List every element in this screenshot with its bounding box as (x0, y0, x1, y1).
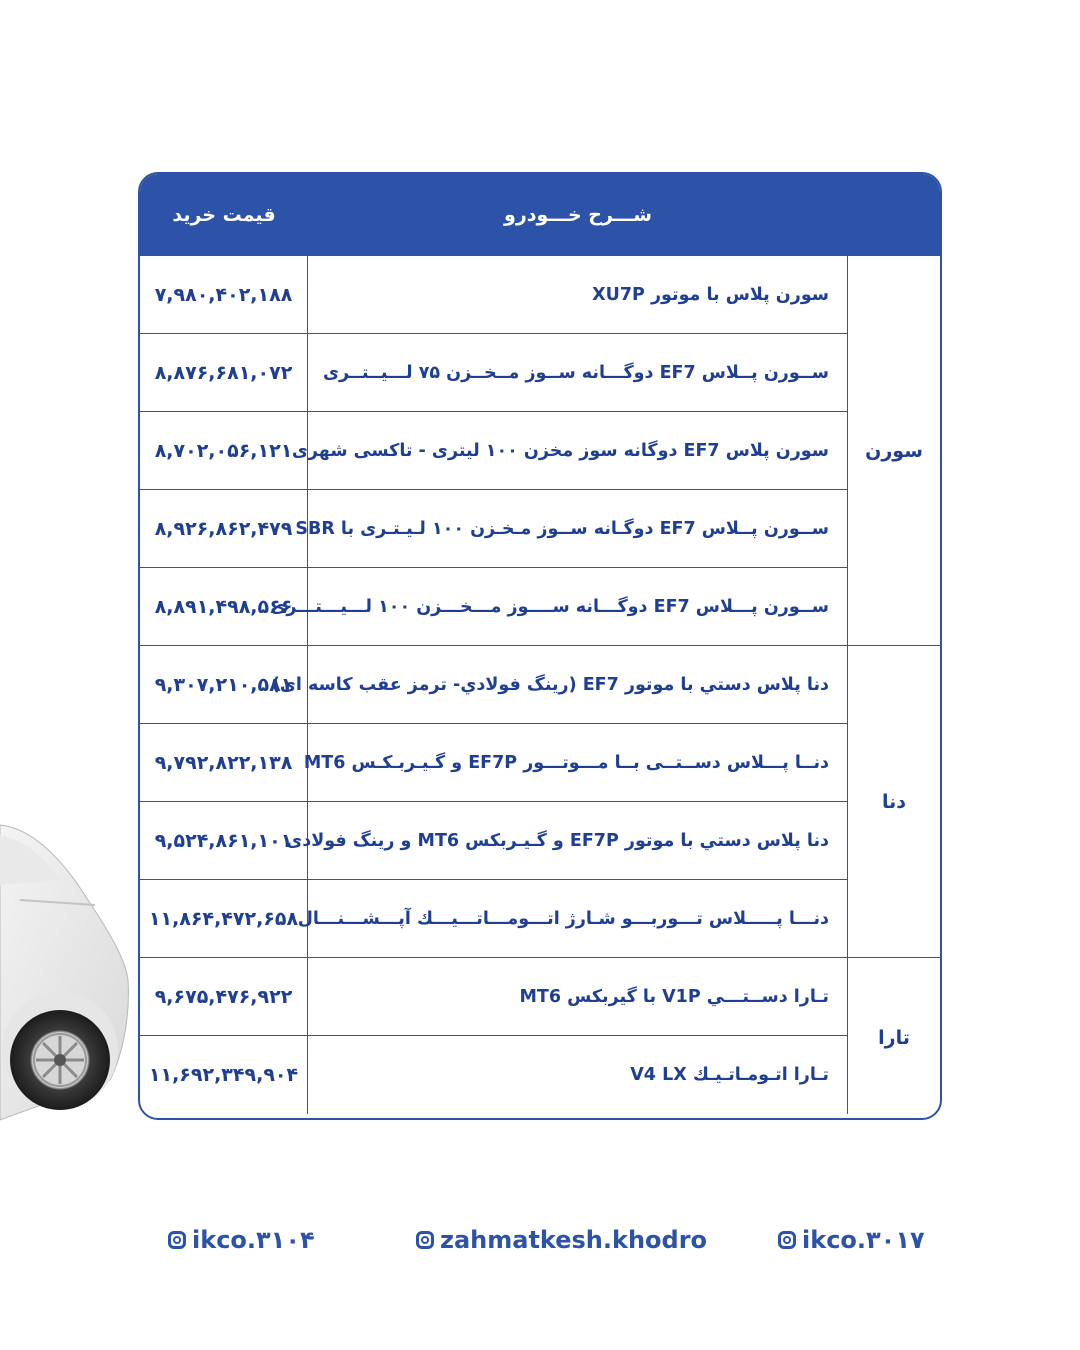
instagram-icon (416, 1231, 434, 1249)
table-row (140, 646, 848, 724)
table-row (140, 334, 848, 412)
description-cell: تـارا دســتـــي V1P با گیربکس MT6 (308, 958, 848, 1035)
header-description: شـــرح خـــودرو (504, 204, 652, 226)
price-cell: ۱۱,۸۶۴,۴۷۲,۶۵۸ (140, 880, 308, 957)
price-cell: ۷,۹۸۰,۴۰۲,۱۸۸ (140, 256, 308, 333)
price-cell: ۹,۶۷۵,۴۷۶,۹۲۲ (140, 958, 308, 1035)
price-cell: ۸,۸۷۶,۶۸۱,۰۷۲ (140, 334, 308, 411)
table-row (140, 880, 848, 958)
table-row (140, 1036, 848, 1114)
table-row (140, 958, 848, 1036)
table-row (140, 802, 848, 880)
price-table (138, 172, 942, 1120)
price-cell: ۹,۳۰۷,۲۱۰,۵۸۱ (140, 646, 308, 723)
description-cell: دنا پلاس دستي با موتور EF7P و گـیـربکس MT6 و رينگ فولادی (308, 802, 848, 879)
price-cell: ۸,۷۰۲,۰۵۶,۱۲۱ (140, 412, 308, 489)
table-row (140, 568, 848, 646)
price-cell: ۸,۸۹۱,۴۹۸,۵۶۶ (140, 568, 308, 645)
description-cell: ســورن پــلاس EF7 دوگـــانه ســوز مــخــزن ۷۵ لـــیــتــری (308, 334, 848, 411)
description-cell: دنا پلاس دستي با موتور EF7 (رينگ فولادي- ترمز عقب كاسه ای) (308, 646, 848, 723)
instagram-icon (168, 1231, 186, 1249)
price-cell: ۱۱,۶۹۲,۳۴۹,۹۰۴ (140, 1036, 308, 1114)
group-cell: دنا (848, 646, 940, 958)
description-cell: ســورن پـــلاس EF7 دوگـــانه ســــوز مـــخـــزن ۱۰۰ لـــیـــتـــری (308, 568, 848, 645)
description-cell: دنـــا پـــــلاس تـــوربـــو شـارژ اتـــومـــاتـــیـــك آپـــشـــنـــال (308, 880, 848, 957)
instagram-icon (778, 1231, 796, 1249)
price-cell: ۸,۹۲۶,۸۶۲,۴۷۹ (140, 490, 308, 567)
table-row (140, 724, 848, 802)
table-row (140, 490, 848, 568)
price-cell: ۹,۷۹۲,۸۲۲,۱۳۸ (140, 724, 308, 801)
group-cell: سورن (848, 256, 940, 646)
footer-handle[interactable] (778, 1222, 925, 1258)
table-row (140, 412, 848, 490)
handle-text: zahmatkesh.khodro (440, 1226, 708, 1254)
description-cell: تـارا اتـومـاتـیـك V4 LX (308, 1036, 848, 1114)
handle-text: ikco.۳۰۱۷ (802, 1226, 925, 1254)
header-price: قیمت خرید (172, 204, 276, 226)
handle-text: ikco.۳۱۰۴ (192, 1226, 315, 1254)
footer-handle[interactable] (168, 1222, 315, 1258)
description-cell: سورن پلاس EF7 دوگانه سوز مخزن ۱۰۰ لیتری - تاکسی شهری (308, 412, 848, 489)
car-image (0, 600, 135, 1200)
description-cell: سورن پلاس با موتور XU7P (308, 256, 848, 333)
table-row (140, 256, 848, 334)
footer-handle[interactable] (416, 1222, 707, 1258)
group-cell: تارا (878, 1027, 910, 1049)
table-header (140, 174, 940, 256)
description-cell: دنــا پـــلاس دســتــی بــا مـــوتـــور EF7P و گـیـربـکـس MT6 (308, 724, 848, 801)
price-cell: ۹,۵۲۴,۸۶۱,۱۰۱ (140, 802, 308, 879)
description-cell: ســورن پــلاس EF7 دوگـانه ســوز مـخـزن ۱۰۰ لـیـتـری با SBR (308, 490, 848, 567)
